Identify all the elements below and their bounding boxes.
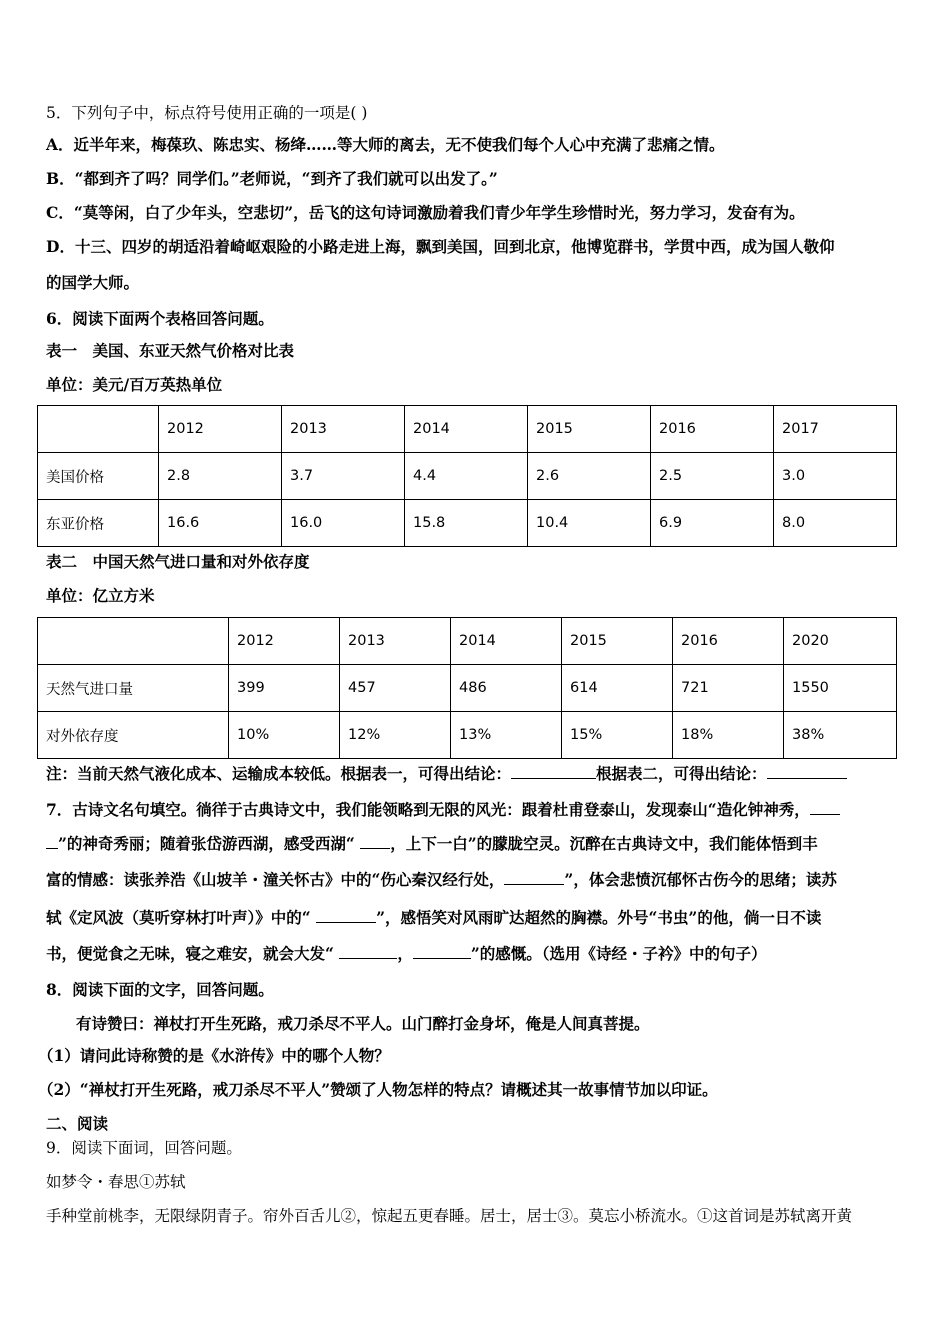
q7-text: ”的感慨。（选用《诗经・子衿》中的句子） <box>470 944 767 963</box>
table-cell: 614 <box>562 665 673 712</box>
q7-text: ， <box>397 944 413 963</box>
table-header-row <box>38 406 897 453</box>
table-cell: 天然气进口量 <box>38 665 229 712</box>
answer-blank[interactable] <box>339 944 397 959</box>
table-header-row <box>38 618 897 665</box>
q8-sub-2: （2）“禅杖打开生死路，戒刀杀尽不平人”赞颂了人物怎样的特点？请概述其一故事情节加以印证。 <box>38 1080 718 1099</box>
table-cell: 2013 <box>340 618 451 665</box>
q8-sub-1: （1）请问此诗称赞的是《水浒传》中的哪个人物？ <box>38 1046 390 1065</box>
answer-blank[interactable] <box>511 764 596 779</box>
table-cell: 399 <box>229 665 340 712</box>
answer-blank[interactable] <box>360 834 390 849</box>
table-row <box>38 712 897 759</box>
q7-text: ”，体会悲愤沉郁怀古伤今的思绪；读苏 <box>564 870 837 889</box>
table-cell: 3.7 <box>282 453 405 500</box>
note-text: 注：当前天然气液化成本、运输成本较低。根据表一，可得出结论： <box>46 764 512 783</box>
q7-line-1 <box>46 800 840 820</box>
table-cell <box>38 406 159 453</box>
q7-line-3 <box>46 870 837 890</box>
table-cell: 对外依存度 <box>38 712 229 759</box>
section-heading: 二、阅读 <box>46 1114 109 1133</box>
q5-option-d: D．十三、四岁的胡适沿着崎岖艰险的小路走进上海，飘到美国，回到北京，他博览群书，学贯中西，成为国人敬仰 <box>46 237 835 256</box>
table-cell: 2.5 <box>651 453 774 500</box>
answer-blank[interactable] <box>810 800 840 815</box>
q7-text: ，上下一白”的朦胧空灵。沉醉在古典诗文中，我们能体悟到丰 <box>390 834 818 853</box>
q8-poem: 有诗赞曰：禅杖打开生死路，戒刀杀尽不平人。山门醉打金身坏，俺是人间真菩提。 <box>76 1014 650 1033</box>
q7-line-2 <box>46 834 818 854</box>
q7-line-4 <box>46 908 821 928</box>
table-cell: 2015 <box>528 406 651 453</box>
table-cell: 2020 <box>784 618 897 665</box>
table2-unit: 单位：亿立方米 <box>46 586 155 605</box>
table-cell: 2016 <box>651 406 774 453</box>
q5-option-a: A．近半年来，梅葆玖、陈忠实、杨绛……等大师的离去，无不使我们每个人心中充满了悲痛之情。 <box>46 135 725 154</box>
answer-blank[interactable] <box>767 764 847 779</box>
table-cell: 721 <box>673 665 784 712</box>
q9-stem: 9．阅读下面词，回答问题。 <box>46 1139 242 1157</box>
table-cell: 2012 <box>159 406 282 453</box>
table-cell: 2015 <box>562 618 673 665</box>
table-cell: 2.8 <box>159 453 282 500</box>
table-cell: 12% <box>340 712 451 759</box>
answer-blank[interactable] <box>504 870 564 885</box>
table-cell: 13% <box>451 712 562 759</box>
q7-text: 富的情感：读张养浩《山坡羊・潼关怀古》中的“伤心秦汉经行处， <box>46 870 505 889</box>
table-row <box>38 665 897 712</box>
table-cell: 2017 <box>774 406 897 453</box>
q7-line-5 <box>46 944 767 964</box>
table1-title: 表一 美国、东亚天然气价格对比表 <box>46 341 295 360</box>
table-cell: 16.6 <box>159 500 282 547</box>
q5-option-b: B．“都到齐了吗？同学们。”老师说，“到齐了我们就可以出发了。” <box>46 169 498 188</box>
q8-stem: 8．阅读下面的文字，回答问题。 <box>46 980 274 999</box>
table-cell: 2012 <box>229 618 340 665</box>
table-2 <box>37 617 897 759</box>
q9-poem-title: 如梦令・春思①苏轼 <box>46 1173 186 1191</box>
table-cell: 16.0 <box>282 500 405 547</box>
table-cell: 15% <box>562 712 673 759</box>
table-cell: 8.0 <box>774 500 897 547</box>
table2-title: 表二 中国天然气进口量和对外依存度 <box>46 552 310 571</box>
q6-stem: 6．阅读下面两个表格回答问题。 <box>46 309 274 328</box>
table-cell: 457 <box>340 665 451 712</box>
table-cell: 2013 <box>282 406 405 453</box>
q5-stem: 5．下列句子中，标点符号使用正确的一项是( ) <box>46 104 368 122</box>
answer-blank[interactable] <box>316 908 376 923</box>
table-cell: 6.9 <box>651 500 774 547</box>
table-cell: 2.6 <box>528 453 651 500</box>
table-row <box>38 453 897 500</box>
table-cell: 486 <box>451 665 562 712</box>
table-cell: 2014 <box>451 618 562 665</box>
q7-text: 轼《定风波（莫听穿林打叶声）》中的“ <box>46 908 317 927</box>
table-cell: 3.0 <box>774 453 897 500</box>
q7-text: ”的神奇秀丽；随着张岱游西湖，感受西湖“ <box>58 834 361 853</box>
table-cell: 2016 <box>673 618 784 665</box>
note-text: 根据表二，可得出结论： <box>596 764 767 783</box>
table-cell: 15.8 <box>405 500 528 547</box>
table-cell: 10.4 <box>528 500 651 547</box>
table-cell: 1550 <box>784 665 897 712</box>
q5-option-c: C．“莫等闲，白了少年头，空悲切”，岳飞的这句诗词激励着我们青少年学生珍惜时光，努力学习，发奋有为。 <box>46 203 805 222</box>
q9-poem-text: 手种堂前桃李，无限绿阴青子。帘外百舌儿②，惊起五更春睡。居士，居士③。莫忘小桥流水。①这首词是苏轼离开黄 <box>46 1207 853 1225</box>
table-cell: 东亚价格 <box>38 500 159 547</box>
table-cell: 10% <box>229 712 340 759</box>
table-row <box>38 500 897 547</box>
table-cell: 18% <box>673 712 784 759</box>
q7-text: 书，便觉食之无味，寝之难安，就会大发“ <box>46 944 340 963</box>
table-cell: 美国价格 <box>38 453 159 500</box>
q7-text: ”，感悟笑对风雨旷达超然的胸襟。外号“书虫”的他，倘一日不读 <box>376 908 822 927</box>
answer-blank[interactable] <box>46 834 58 849</box>
table-cell: 38% <box>784 712 897 759</box>
table-cell: 2014 <box>405 406 528 453</box>
q5-option-d-cont: 的国学大师。 <box>46 273 140 292</box>
table-1 <box>37 405 897 547</box>
table1-unit: 单位：美元/百万英热单位 <box>46 375 223 394</box>
q7-text: 7．古诗文名句填空。徜徉于古典诗文中，我们能领略到无限的风光：跟着杜甫登泰山，发现泰山“造化钟神秀， <box>46 800 810 819</box>
answer-blank[interactable] <box>413 944 471 959</box>
table-cell: 4.4 <box>405 453 528 500</box>
table-cell <box>38 618 229 665</box>
q6-note <box>46 764 847 784</box>
